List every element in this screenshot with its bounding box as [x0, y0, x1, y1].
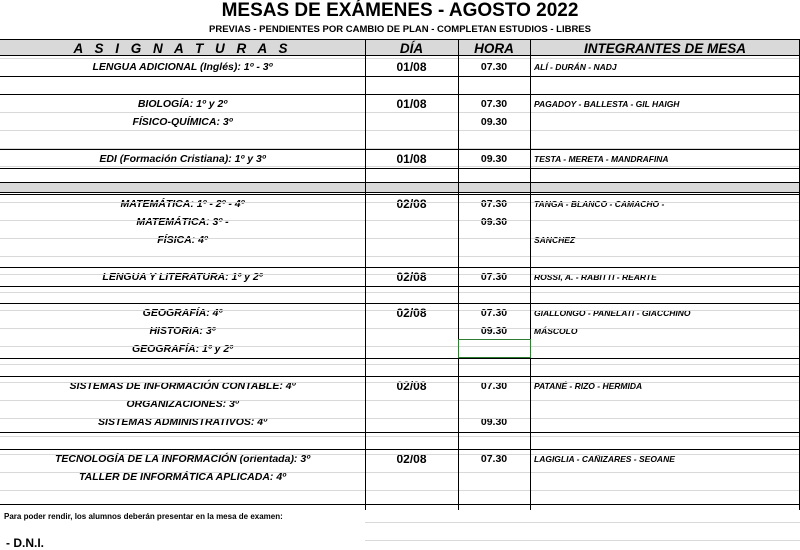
- gridline: [0, 112, 800, 113]
- gridline: [0, 436, 800, 437]
- gridline: [0, 364, 800, 365]
- row-13-day: [365, 395, 458, 413]
- row-9-members: GIALLONGO - PANELATI - GIACCHINO: [534, 308, 691, 318]
- gridline: [0, 130, 800, 131]
- row-7-hour: [458, 231, 530, 249]
- row-14-members: [530, 413, 800, 431]
- row-border: [0, 432, 800, 433]
- row-8-hour: 07.30: [480, 271, 508, 283]
- gridline: [0, 238, 800, 239]
- row-5-members: TANGA - BLANCO - CAMACHO -: [534, 199, 665, 209]
- row-6-members: [530, 213, 800, 231]
- row-border: [0, 267, 800, 268]
- gridline: [365, 540, 800, 541]
- row-15-hour: 07.30: [480, 453, 508, 465]
- row-3-day: [365, 113, 458, 131]
- gridline: [0, 382, 800, 383]
- row-12-members: PATANÉ - RIZO - HERMIDA: [534, 381, 643, 391]
- row-9-day: 02/08: [396, 306, 427, 320]
- row-5-day: 02/08: [396, 197, 427, 211]
- row-3-hour: 09.30: [480, 116, 508, 128]
- row-7-day: [365, 231, 458, 249]
- row-13-members: [530, 395, 800, 413]
- row-border: [0, 376, 800, 377]
- row-9-hour: 07.30: [480, 307, 508, 319]
- row-border: [0, 449, 800, 450]
- row-4-day: 01/08: [396, 152, 427, 166]
- row-10-hour: 09.30: [480, 325, 508, 337]
- gridline: [0, 292, 800, 293]
- row-16-members: [530, 468, 800, 486]
- row-3-subject: FÍSICO-QUÍMICA: 3º: [132, 116, 233, 128]
- row-16-subject: TALLER DE INFORMÁTICA APLICADA: 4º: [78, 471, 287, 483]
- gridline: [0, 346, 800, 347]
- header-dia: DÍA: [365, 39, 458, 56]
- row-12-subject: SISTEMAS DE INFORMACIÓN CONTABLE: 4º: [69, 380, 296, 392]
- row-11-day: [365, 340, 458, 358]
- row-10-day: [365, 322, 458, 340]
- column-border: [530, 39, 531, 510]
- footer-note: Para poder rendir, los alumnos deberán presentar en la mesa de examen:: [4, 512, 283, 521]
- row-16-hour: [458, 468, 530, 486]
- row-6-hour: 09.30: [480, 216, 508, 228]
- row-14-hour: 09.30: [480, 416, 508, 428]
- gridline: [0, 166, 800, 167]
- page-subtitle: PREVIAS - PENDIENTES POR CAMBIO DE PLAN - COMPLETAN ESTUDIOS - LIBRES: [209, 24, 591, 35]
- gridline: [0, 490, 800, 491]
- row-1-day: 01/08: [396, 60, 427, 74]
- row-5-hour: 07.30: [480, 198, 508, 210]
- row-1-members: ALÍ - DURÁN - NADJ: [534, 62, 617, 72]
- gridline: [0, 58, 800, 59]
- row-15-members: LAGIGLIA - CAÑIZARES - SEOANE: [534, 454, 675, 464]
- row-13-subject: ORGANIZACIONES: 3º: [126, 398, 239, 410]
- row-4-hour: 09.30: [480, 153, 508, 165]
- gridline: [0, 472, 800, 473]
- row-border: [0, 286, 800, 287]
- footer-dni: - D.N.I.: [6, 536, 44, 550]
- row-14-day: [365, 413, 458, 431]
- page-title: MESAS DE EXÁMENES - AGOSTO 2022: [221, 0, 579, 21]
- row-16-day: [365, 468, 458, 486]
- row-4-subject: EDI (Formación Cristiana): 1º y 3º: [99, 153, 266, 165]
- row-10-subject: HISTORIA: 3º: [149, 325, 216, 337]
- row-7-subject: FÍSICA: 4º: [157, 234, 208, 246]
- row-3-members: [530, 113, 800, 131]
- gridline: [0, 454, 800, 455]
- row-border: [0, 149, 800, 150]
- header-hora: HORA: [458, 39, 530, 56]
- row-2-members: PAGADOY - BALLESTA - GIL HAIGH: [534, 99, 680, 109]
- gridline: [0, 274, 800, 275]
- row-8-day: 02/08: [396, 270, 427, 284]
- row-5-subject: MATEMÁTICA: 1º - 2º - 4º: [120, 198, 245, 210]
- row-12-day: 02/08: [396, 379, 427, 393]
- gridline: [0, 418, 800, 419]
- row-8-members: ROSSI, A. - RABITTI - REARTE: [534, 272, 657, 282]
- row-12-hour: 07.30: [480, 380, 508, 392]
- row-10-members: MÁSCOLO: [534, 326, 578, 336]
- gridline: [0, 220, 800, 221]
- row-border: [0, 168, 800, 169]
- column-border: [458, 39, 459, 510]
- row-1-subject: LENGUA ADICIONAL (Inglés): 1º - 3º: [92, 61, 273, 73]
- row-border: [0, 94, 800, 95]
- row-8-subject: LENGUA Y LITERATURA: 1º y 2º: [102, 271, 263, 283]
- row-border: [0, 358, 800, 359]
- row-2-day: 01/08: [396, 97, 427, 111]
- row-2-hour: 07.30: [480, 98, 508, 110]
- row-13-hour: [458, 395, 530, 413]
- row-border: [0, 76, 800, 77]
- row-6-subject: MATEMÁTICA: 3º -: [136, 216, 229, 228]
- header-integrantes: INTEGRANTES DE MESA: [530, 39, 800, 56]
- row-border: [0, 182, 800, 183]
- row-border: [0, 194, 800, 195]
- row-14-subject: SISTEMAS ADMINISTRATIVOS: 4º: [98, 416, 267, 428]
- gridline: [0, 310, 800, 311]
- gridline: [0, 400, 800, 401]
- gridline: [0, 202, 800, 203]
- row-7-members: SANCHEZ: [534, 235, 576, 245]
- row-border: [0, 504, 800, 505]
- gridline: [365, 522, 800, 523]
- row-4-members: TESTA - MERETA - MANDRAFINA: [534, 154, 669, 164]
- row-6-day: [365, 213, 458, 231]
- header-asignaturas: A S I G N A T U R A S: [0, 39, 365, 56]
- row-9-subject: GEOGRAFÍA: 4º: [142, 307, 223, 319]
- row-11-members: [530, 340, 800, 358]
- gridline: [0, 256, 800, 257]
- row-2-subject: BIOLOGÍA: 1º y 2º: [137, 98, 228, 110]
- row-border: [0, 192, 800, 193]
- selected-cell[interactable]: [458, 339, 531, 358]
- row-border: [0, 303, 800, 304]
- gridline: [0, 328, 800, 329]
- column-border: [365, 39, 366, 510]
- row-15-day: 02/08: [396, 452, 427, 466]
- row-1-hour: 07.30: [480, 61, 508, 73]
- gridline: [0, 184, 800, 185]
- row-11-subject: GEOGRAFÍA: 1º y 2º: [131, 343, 234, 355]
- row-15-subject: TECNOLOGÍA DE LA INFORMACIÓN (orientada): 3º: [54, 453, 311, 465]
